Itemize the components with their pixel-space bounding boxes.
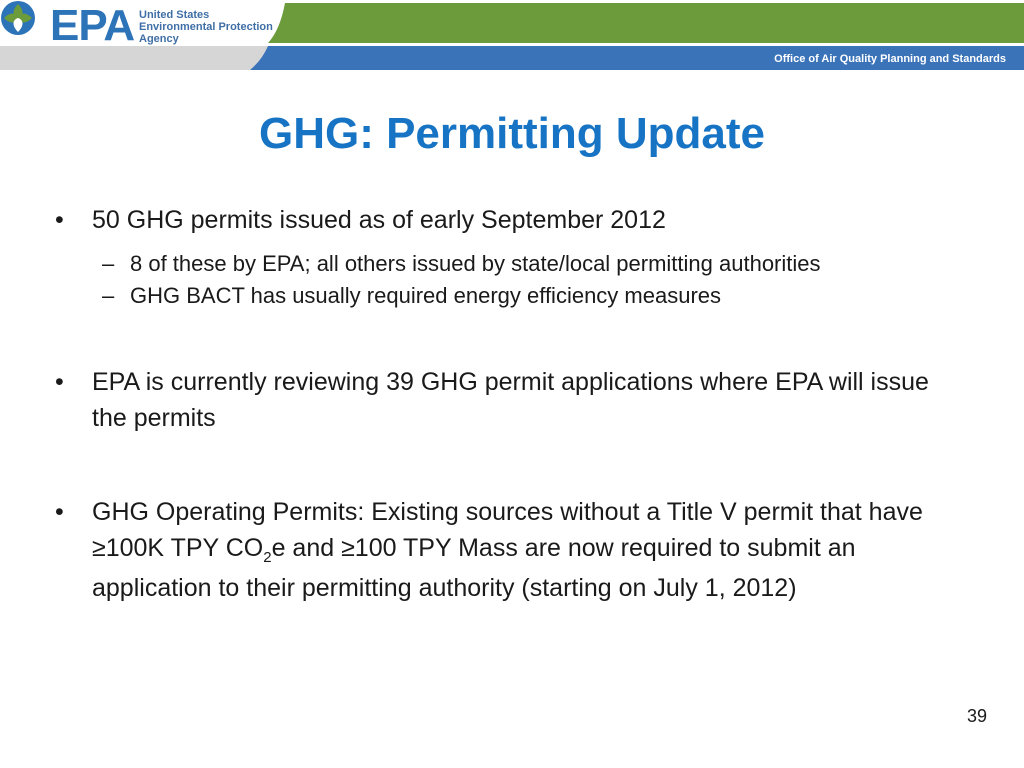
- epa-logo-text: EPA: [50, 1, 135, 50]
- slide-title: GHG: Permitting Update: [258, 109, 766, 158]
- bullet-item: [55, 364, 955, 436]
- bullet-dot: •: [55, 498, 64, 526]
- agency-line: Environmental Protection: [139, 21, 273, 33]
- agency-line: Agency: [139, 33, 179, 45]
- bullet-item: [55, 202, 955, 238]
- bullet-dot: •: [55, 368, 64, 396]
- sub-bullet-text: GHG BACT has usually required energy efficiency measures: [130, 283, 722, 308]
- sub-bullet-dash: –: [102, 283, 115, 308]
- subscript: 2: [263, 549, 272, 566]
- bullet-text: 50 GHG permits issued as of early September 2012: [92, 206, 666, 234]
- agency-line: United States: [139, 9, 210, 21]
- bullet-text-part: GHG Operating Permits: Existing sources without a Title V permit that have ≥100K TPY CO: [92, 498, 923, 562]
- office-name: Office of Air Quality Planning and Standards: [774, 53, 1006, 65]
- page-number: 39: [966, 706, 987, 726]
- bullet-dot: •: [55, 206, 64, 234]
- bullet-item: [55, 494, 955, 606]
- sub-bullet-dash: –: [102, 251, 115, 276]
- epa-flower-icon: [0, 0, 36, 36]
- bullet-text: EPA is currently reviewing 39 GHG permit applications where EPA will issue the permits: [92, 368, 929, 432]
- agency-name: [139, 9, 273, 45]
- sub-bullet-item: [102, 280, 930, 312]
- header-banner: [0, 0, 1024, 72]
- sub-bullet-text: 8 of these by EPA; all others issued by state/local permitting authorities: [130, 251, 821, 276]
- sub-bullet-item: [102, 248, 930, 280]
- bullet-text: [92, 498, 923, 602]
- bullet-text-part: e and ≥100 TPY Mass are now required to submit an application to their permitting authority (starting on July 1, 2012): [92, 534, 856, 602]
- slide-body: [55, 202, 955, 606]
